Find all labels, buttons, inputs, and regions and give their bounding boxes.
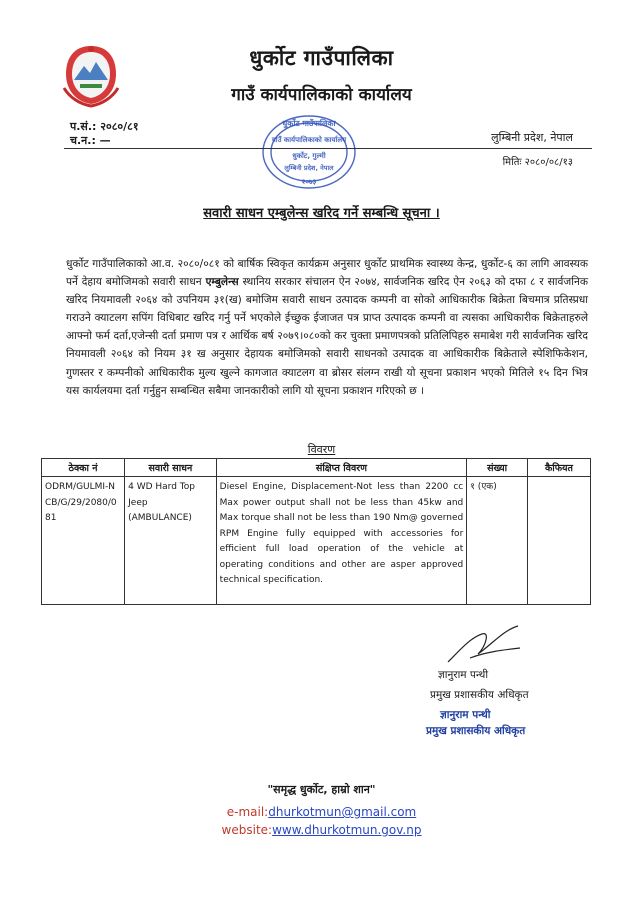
svg-text:गाउँ कार्यपालिकाको कार्यालय: गाउँ कार्यपालिकाको कार्यालय (271, 136, 347, 144)
title-stamp: प्रमुख प्रशासकीय अधिकृत (426, 725, 526, 737)
header-description: संक्षिप्त विवरण (216, 459, 467, 477)
document-date: मितिः २०८०/०८/१३ (502, 157, 573, 168)
office-subtitle: गाउँ कार्यपालिकाको कार्यालय (231, 85, 412, 105)
footer-website (0, 823, 643, 837)
cell-description: Diesel Engine, Displacement-Not less than 2200 cc Max power output shall not be less than 45kw and Max torque shall not be less than 190 Nm@ governed RPM Engine fully equipped with accessories for efficient full load operation of the vehicle at operating conditions and other are asper approved technical specification. (216, 477, 467, 605)
email-label: e-mail: (226, 805, 269, 819)
specification-table (41, 458, 591, 605)
table-row (42, 477, 591, 605)
body-text-part1: धुर्कोट गाउँपालिकाको आ.व. २०८०/०८१ को बार्षिक स्विकृत कार्यक्रम अनुसार धुर्कोट प्राथमिक स्वास्थ्य केन्द्र, धुर्कोट-६ का लागि आवस्यक पर्ने देहाय बमोजिमको सवारी साधन (66, 258, 588, 289)
header-contract-no: ठेक्का नं (42, 459, 125, 477)
header-vehicle: सवारी साधन (125, 459, 217, 477)
svg-text:२०७३: २०७३ (301, 178, 317, 186)
table-header-row (42, 459, 591, 477)
website-link[interactable]: www.dhurkotmun.gov.np (272, 823, 422, 837)
svg-text:लुम्बिनी प्रदेश, नेपाल: लुम्बिनी प्रदेश, नेपाल (284, 164, 334, 172)
municipality-title: धुर्कोट गाउँपालिका (249, 46, 394, 70)
table-caption: विवरण (307, 443, 336, 456)
cell-contract-no: ODRM/GULMI-NCB/G/29/2080/081 (42, 477, 125, 605)
footer-motto: "समृद्ध धुर्कोट, हाम्रो शान" (267, 783, 376, 796)
cell-vehicle: 4 WD Hard Top Jeep (AMBULANCE) (125, 477, 217, 605)
header-divider (64, 148, 592, 149)
email-link[interactable]: dhurkotmun@gmail.com (268, 805, 417, 819)
signatory-title: प्रमुख प्रशासकीय अधिकृत (430, 689, 529, 701)
name-stamp: ज्ञानुराम पन्थी (440, 709, 491, 721)
header-remarks: कैफियत (527, 459, 590, 477)
website-label: website: (221, 823, 273, 837)
svg-text:धुर्कोट गाउँपालिका: धुर्कोट गाउँपालिका (282, 119, 336, 128)
reference-number: प.सं.: २०८०/८१ (70, 120, 139, 133)
body-highlight-ambulance: एम्बुलेन्स (205, 276, 239, 289)
body-text-part2: स्थानिय सरकार संचालन ऐन २०७४, सार्वजनिक खरिद ऐन २०६३ को दफा ८ र सार्वजनिक खरिद नियमावली २०६४ को उपनियम ३१(ख) बमोजिम सवारी साधन उत्पादक कम्पनी वा सोको आधिकारीक बिक्रेता बिचमात्र प्रतिस्प्रधा गराउने क्याटलग सपिंग विधिबाट खरिद गर्नु पर्ने भएकोले ईच्छुक ईजाजत पत्र प्राप्त उत्पादक कम्पनी वा त्यसका आधिकारीक बिक्रेताहरुले आफ्नो फर्म दर्ता,एजेन्सी दर्ता प्रमाण पत्र र आर्थिक बर्ष २०७९।०८०को कर चुक्ता प्रमाणपत्रको प्रतिलिपिहरु समाबेश गरी सार्वजनिक खरिद नियमावली २०६४ को नियम ३१ ख अनुसार देहायक बमोजिमको सवारी साधनको उत्पादक वा आधिकारीक बिक्रेताले स्पेशिफिकेशन, गुणस्तर र कम्पनीको आधिकारीक मुल्य खुल्ने कागजात क्याटलग वा ब्रोसर संलग्न राखी यो सूचना प्रकाशन भएको मितिले १५ दिन भित्र यस कार्यलयमा दर्ता गर्नुहुन सम्बन्धित सबैमा जानकारीको लागि यो सूचना प्रकाशन गरिएको छ । (66, 276, 588, 397)
province-text: लुम्बिनी प्रदेश, नेपाल (491, 131, 573, 144)
footer-email (0, 805, 643, 819)
handwritten-signature (440, 620, 550, 670)
notice-subject: सवारी साधन एम्बुलेन्स खरिद गर्ने सम्बन्धि सूचना । (203, 206, 440, 221)
header-quantity: संख्या (467, 459, 528, 477)
cell-remarks (527, 477, 590, 605)
cell-quantity: १ (एक) (467, 477, 528, 605)
dispatch-number: च.न.: — (70, 134, 111, 147)
svg-text:धुर्कोट, गुल्मी: धुर्कोट, गुल्मी (292, 152, 326, 160)
office-seal-stamp (254, 112, 364, 194)
signatory-name: ज्ञानुराम पन्थी (438, 669, 489, 681)
notice-body-paragraph (66, 255, 588, 400)
